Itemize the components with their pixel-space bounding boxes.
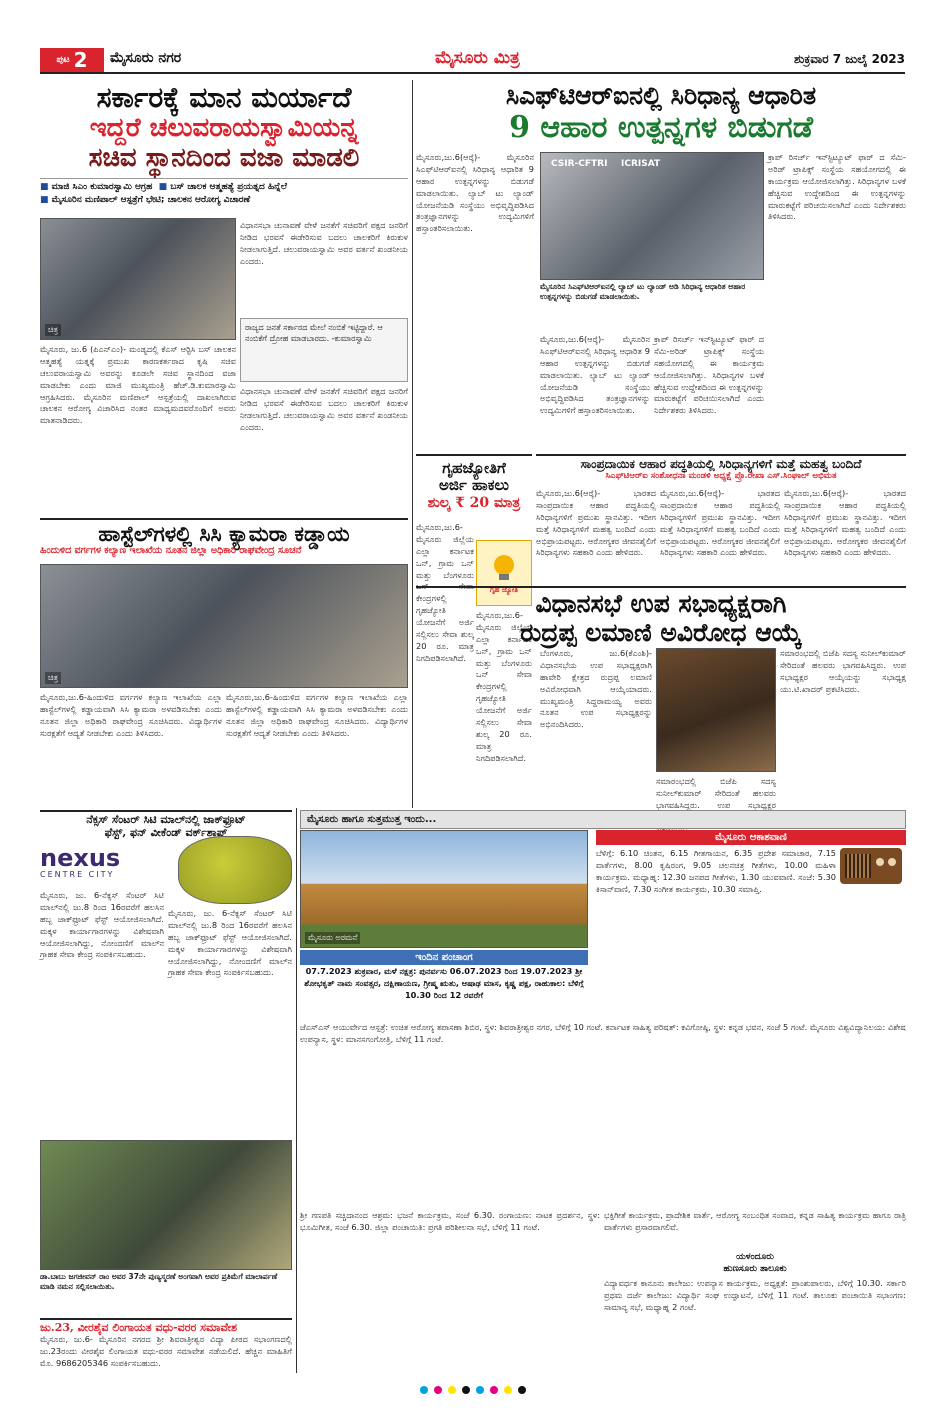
- page-label: ಪುಟ: [56, 55, 70, 65]
- headline: ಜು.23, ವೀರಶೈವ ಲಿಂಗಾಯತ ವಧು-ವರರ ಸಮಾವೇಶ: [40, 1321, 238, 1334]
- taluk-title-1: ಯಳಂದೂರು: [736, 1252, 774, 1262]
- headline-line2: ರುದ್ರಪ್ಪ ಲಮಾಣಿ ಅವಿರೋಧ ಆಯ್ಕೆ: [520, 617, 802, 647]
- story-deputy-speaker: [416, 586, 906, 648]
- story2-body-mid2: ಕ್ರಾಪ್ ರಿಸರ್ಚ್ ಇನ್‍ಸ್ಟಿಟ್ಯೂಟ್ ಫಾರ್ ದ ಸೆಮಿ-ಅರಿಡ್ ಟ್ರಾಪಿಕ್ಸ್ ಸಂಸ್ಥೆಯ ಸಹಯೋಗದಲ್ಲಿ ಈ ಕಾರ್ಯಕ್ರಮ ಆಯೋಜಿಸಲಾಗಿತ್ತು. ಸಿರಿಧಾನ್ಯಗಳ ಬಳಕೆ ಹೆಚ್ಚಿಸುವ ಉದ್ದೇಶದಿಂದ ಈ ಉತ್ಪನ್ನಗಳನ್ನು ಮಾರುಕಟ್ಟೆಗೆ ಪರಿಚಯಿಸಲಾಗಿದೆ ಎಂದು ನಿರ್ದೇಶಕರು ತಿಳಿಸಿದರು.: [654, 334, 764, 416]
- story6-body-mid: ಸಮಾರಂಭದಲ್ಲಿ ಬಿಜೆಪಿ ಸದಸ್ಯ ಸುನೀಲ್‍ಕುಮಾರ್ ಸೇರಿದಂತೆ ಹಲವರು ಭಾಗವಹಿಸಿದ್ದರು. ಉಪ ಸಭಾಧ್ಯಕ್ಷರ: [656, 776, 776, 810]
- story-hostel-cctv: [40, 518, 408, 557]
- logo-label: ಗೃಹ ಜ್ಯೋತಿ: [489, 585, 519, 594]
- story-gruhajyothi: [416, 454, 532, 511]
- banner-icrisat: ICRISAT: [621, 159, 661, 169]
- taluk-text: ವಿದ್ಯಾವರ್ಧಕ ಕಾನೂನು ಕಾಲೇಜು: ಉಪನ್ಯಾಸ ಕಾರ್ಯಕ್ರಮ, ಅಧ್ಯಕ್ಷತೆ: ಪ್ರಾಂಶುಪಾಲರು, ಬೆಳಿಗ್ಗೆ 10.30. ಸರ್ಕಾರಿ ಪ್ರಥಮ ದರ್ಜೆ ಕಾಲೇಜು: ವಿದ್ಯಾರ್ಥಿ ಸಂಘ ಉದ್ಘಾಟನೆ, ಬೆಳಿಗ್ಗೆ 11 ಗಂಟೆ. ತಾಲೂಕು ಪಂಚಾಯಿತಿ ಸಭಾಂಗಣ: ಸಾಮಾನ್ಯ ಸಭೆ, ಮಧ್ಯಾಹ್ನ 2 ಗಂಟೆ.: [604, 1278, 906, 1312]
- photo-label: ಚಿತ್ರ: [45, 672, 61, 684]
- story4-body: ಮೈಸೂರು,ಜು.6- ಮೈಸೂರು ಜಿಲ್ಲೆಯ ಎಲ್ಲಾ ಕರ್ನಾಟಕ ಒನ್, ಗ್ರಾಮ ಒನ್ ಮತ್ತು ಬೆಂಗಳೂರು ಒನ್ ಸೇವಾ ಕೇಂದ್ರಗಳಲ್ಲಿ ಗೃಹಜ್ಯೋತಿ ಯೋಜನೆಗೆ ಅರ್ಜಿ ಸಲ್ಲಿಸಲು ಸೇವಾ ಶುಲ್ಕ 20 ರೂ. ಮಾತ್ರ ನಿಗದಿಪಡಿಸಲಾಗಿದೆ.: [416, 522, 474, 663]
- bullet-row: ■ ಮಾಜಿ ಸಿಎಂ ಕುಮಾರಸ್ವಾಮಿ ಆಗ್ರಹ ■ ಬಸ್ ಚಾಲಕ ಆತ್ಮಹತ್ಯೆ ಪ್ರಯತ್ನದ ಹಿನ್ನೆಲೆ: [40, 181, 287, 192]
- story5-body: ಮೈಸೂರು,ಜು.6-ಹಿಂದುಳಿದ ವರ್ಗಗಳ ಕಲ್ಯಾಣ ಇಲಾಖೆಯ ಎಲ್ಲಾ ಹಾಸ್ಟೆಲ್‍ಗಳಲ್ಲಿ ಕಡ್ಡಾಯವಾಗಿ ಸಿಸಿ ಕ್ಯಾಮರಾ ಅಳವಡಿಸಬೇಕು ಎಂದು ನೂತನ ಜಿಲ್ಲಾ ಅಧಿಕಾರಿ ರಾಘವೇಂದ್ರ ಸೂಚಿಸಿದರು. ವಿದ್ಯಾರ್ಥಿಗಳ ಸುರಕ್ಷತೆಗೆ ಆದ್ಯತೆ ನೀಡಬೇಕು ಎಂದು ತಿಳಿಸಿದರು.: [40, 692, 222, 738]
- logo-name: nexus: [40, 844, 121, 872]
- today-bar-title: ಮೈಸೂರು ಹಾಗೂ ಸುತ್ತಮುತ್ತ ಇಂದು...: [307, 814, 437, 825]
- radio-schedule-2: ಭಕ್ತಿಗೀತೆ ಕಾರ್ಯಕ್ರಮ, ಪ್ರಾದೇಶಿಕ ವಾರ್ತೆ, ಆರೋಗ್ಯ ಸಂಬಂಧಿತ ಸಂವಾದ, ಕನ್ನಡ ಸಾಹಿತ್ಯ ಕಾರ್ಯಕ್ರಮ ಹಾಗೂ ರಾತ್ರಿ ವಾರ್ತೆಗಳು ಪ್ರಸಾರವಾಗಲಿವೆ.: [604, 1210, 906, 1232]
- section-name: ಮೈಸೂರು ನಗರ: [110, 50, 182, 66]
- photo-deputy-speaker: [656, 648, 776, 772]
- panchanga-title: ಇಂದಿನ ಪಂಚಾಂಗ: [300, 950, 588, 965]
- story2-body-mid1: ಮೈಸೂರು,ಜು.6(ಆರ್‍ಕೆ)- ಮೈಸೂರಿನ ಸಿಎಫ್‍ಟಿಆರ್‍ಐನಲ್ಲಿ ಸಿರಿಧಾನ್ಯ ಆಧಾರಿತ 9 ಆಹಾರ ಉತ್ಪನ್ನಗಳನ್ನು ಬಿಡುಗಡೆ ಮಾಡಲಾಯಿತು. ಲ್ಯಾಬ್ ಟು ಲ್ಯಾಂಡ್ ಯೋಜನೆಯಡಿ ಸಂಸ್ಥೆಯು ಅಭಿವೃದ್ಧಿಪಡಿಸಿದ ತಂತ್ರಜ್ಞಾನಗಳನ್ನು ಉದ್ಯಮಿಗಳಿಗೆ ಹಸ್ತಾಂತರಿಸಲಾಯಿತು.: [540, 334, 650, 416]
- story7-body-cont: ಮೈಸೂರು, ಜು. 6-ನೆಕ್ಸಸ್ ಸೆಂಟರ್ ಸಿಟಿ ಮಾಲ್‍ನಲ್ಲಿ ಜು.8 ರಿಂದ 16ರವರೆಗೆ ಹಲಸಿನ ಹಬ್ಬ ಜಾಕ್‍ಫ್ರೂಟ್ ಫೆಸ್ಟ್ ಆಯೋಜಿಸಲಾಗಿದೆ. ಮಕ್ಕಳ ಕಾರ್ಯಾಗಾರಗಳನ್ನು ವಿಶೇಷವಾಗಿ ಆಯೋಜಿಸಲಾಗಿದ್ದು, ನೋಂದಣಿಗೆ ಮಾಲ್‍ನ ಗ್ರಾಹಕ ಸೇವಾ ಕೇಂದ್ರ ಸಂಪರ್ಕಿಸಬಹುದು.: [168, 908, 292, 978]
- headline: ಹಾಸ್ಟೆಲ್‍ಗಳಲ್ಲಿ ಸಿಸಿ ಕ್ಯಾಮರಾ ಕಡ್ಡಾಯ: [98, 521, 350, 546]
- story2-body-left: ಮೈಸೂರು,ಜು.6(ಆರ್‍ಕೆ)- ಮೈಸೂರಿನ ಸಿಎಫ್‍ಟಿಆರ್‍ಐನಲ್ಲಿ ಸಿರಿಧಾನ್ಯ ಆಧಾರಿತ 9 ಆಹಾರ ಉತ್ಪನ್ನಗಳನ್ನು ಬಿಡುಗಡೆ ಮಾಡಲಾಯಿತು. ಲ್ಯಾಬ್ ಟು ಲ್ಯಾಂಡ್ ಯೋಜನೆಯಡಿ ಸಂಸ್ಥೆಯು ಅಭಿವೃದ್ಧಿಪಡಿಸಿದ ತಂತ್ರಜ್ಞಾನಗಳನ್ನು ಉದ್ಯಮಿಗಳಿಗೆ ಹಸ್ತಾಂತರಿಸಲಾಯಿತು.: [416, 152, 534, 234]
- photo-cftri-launch: [540, 152, 764, 280]
- issue-date: ಶುಕ್ರವಾರ 7 ಜುಲೈ 2023: [793, 52, 905, 66]
- panchanga-text: 07.7.2023 ಶುಕ್ರವಾರ, ಮಳೆ ನಕ್ಷತ್ರ: ಪುನರ್ವಸು 06.07.2023 ರಿಂದ 19.07.2023 ಶ್ರೀ ಶೋಭಕೃತ್ ನಾಮ ಸಂವತ್ಸರ, ದಕ್ಷಿಣಾಯಣ, ಗ್ರೀಷ್ಮ ಋತು, ಆಷಾಢ ಮಾಸ, ಕೃಷ್ಣ ಪಕ್ಷ, ರಾಹುಕಾಲ: ಬೆಳಿಗ್ಗೆ 10.30 ರಿಂದ 12 ರವರೆಗೆ: [304, 966, 584, 1000]
- story3-body-3: ಮೈಸೂರು,ಜು.6(ಆರ್‍ಕೆ)- ಭಾರತದ ಸಾಂಪ್ರದಾಯಿಕ ಆಹಾರ ಪದ್ಧತಿಯಲ್ಲಿ ಸಿರಿಧಾನ್ಯಗಳಿಗೆ ಪ್ರಮುಖ ಸ್ಥಾನವಿತ್ತು. ಇದೀಗ ಮತ್ತೆ ಸಿರಿಧಾನ್ಯಗಳಿಗೆ ಮಹತ್ವ ಬಂದಿದೆ ಎಂದು ಅಭಿಪ್ರಾಯಪಟ್ಟರು. ಆರೋಗ್ಯಕರ ಜೀವನಶೈಲಿಗೆ ಸಿರಿಧಾನ್ಯಗಳು ಸಹಕಾರಿ ಎಂದು ಹೇಳಿದರು.: [784, 488, 906, 558]
- bullet-3: ಹಿನ್ನೆಲೆ: [267, 181, 287, 192]
- headline-line1: ಸಿಎಫ್‍ಟಿಆರ್‍ಐನಲ್ಲಿ ಸಿರಿಧಾನ್ಯ ಆಧಾರಿತ: [505, 81, 817, 110]
- page-number: 2: [73, 48, 88, 72]
- story-vadhu-vara: [40, 1318, 292, 1335]
- radio-title: ಮೈಸೂರು ಆಕಾಶವಾಣಿ: [596, 830, 906, 845]
- registration-marks: [420, 1386, 526, 1394]
- today-bar: [300, 810, 906, 829]
- story6-body: ಬೆಂಗಳೂರು, ಜು.6(ಕೆಎಂಶಿ)- ವಿಧಾನಸಭೆಯ ಉಪ ಸಭಾಧ್ಯಕ್ಷರಾಗಿ ಹಾವೇರಿ ಕ್ಷೇತ್ರದ ರುದ್ರಪ್ಪ ಲಮಾಣಿ ಅವಿರೋಧವಾಗಿ ಆಯ್ಕೆಯಾದರು. ಮುಖ್ಯಮಂತ್ರಿ ಸಿದ್ದರಾಮಯ್ಯ ಅವರು ನೂತನ ಉಪ ಸಭಾಧ್ಯಕ್ಷರನ್ನು ಅಭಿನಂದಿಸಿದರು.: [540, 648, 652, 730]
- photo-tribute: [40, 1140, 292, 1270]
- bullet-1: ಮಾಜಿ ಸಿಎಂ ಕುಮಾರಸ್ವಾಮಿ ಆಗ್ರಹ: [51, 181, 153, 192]
- headline-line2: ಫೆಸ್ಟ್, ಫನ್ ವೀಕೆಂಡ್ ವರ್ಕ್‍ಶಾಪ್: [104, 825, 228, 839]
- photo-kumaraswamy-press: [40, 218, 236, 340]
- bullet-2: ಬಸ್ ಚಾಲಕ ಆತ್ಮಹತ್ಯೆ ಪ್ರಯತ್ನದ: [170, 181, 265, 192]
- photo-label: ಚಿತ್ರ: [45, 324, 61, 336]
- headline-line1: ವಿಧಾನಸಭೆ ಉಪ ಸಭಾಧ್ಯಕ್ಷರಾಗಿ: [535, 589, 787, 618]
- story-nexus-jackfruit: [40, 810, 292, 839]
- subhead: ಹಿಂದುಳಿದ ವರ್ಗಗಳ ಕಲ್ಯಾಣ ಇಲಾಖೆಯ ನೂತನ ಜಿಲ್ಲಾ ಅಧಿಕಾರಿ ರಾಘವೇಂದ್ರ ಸೂಚನೆ: [40, 545, 302, 557]
- taluk-title-2: ಹುಣಸೂರು ತಾಲೂಕು: [723, 1264, 787, 1274]
- bullet-4: ಮೈಸೂರಿನ ಮಣಿಪಾಲ್ ಆಸ್ಪತ್ರೆಗೆ ಭೇಟಿ; ಚಾಲಕನ ಆರೋಗ್ಯ ವಿಚಾರಣೆ: [51, 194, 251, 205]
- pull-quote: ರಾಜ್ಯದ ಜನತೆ ಸರ್ಕಾರದ ಮೇಲೆ ನಂಬಿಕೆ ಇಟ್ಟಿದ್ದಾರೆ. ಆ ನಂಬಿಕೆಗೆ ದ್ರೋಹ ಮಾಡಬಾರದು. -ಕುಮಾರಸ್ವಾಮಿ: [240, 318, 408, 382]
- story3-body-2: ಮೈಸೂರು,ಜು.6(ಆರ್‍ಕೆ)- ಭಾರತದ ಸಾಂಪ್ರದಾಯಿಕ ಆಹಾರ ಪದ್ಧತಿಯಲ್ಲಿ ಸಿರಿಧಾನ್ಯಗಳಿಗೆ ಪ್ರಮುಖ ಸ್ಥಾನವಿತ್ತು. ಇದೀಗ ಮತ್ತೆ ಸಿರಿಧಾನ್ಯಗಳಿಗೆ ಮಹತ್ವ ಬಂದಿದೆ ಎಂದು ಅಭಿಪ್ರಾಯಪಟ್ಟರು. ಆರೋಗ್ಯಕರ ಜೀವನಶೈಲಿಗೆ ಸಿರಿಧಾನ್ಯಗಳು ಸಹಕಾರಿ ಎಂದು ಹೇಳಿದರು.: [660, 488, 780, 558]
- headline-line3: ಶುಲ್ಕ ₹ 20 ಮಾತ್ರ: [427, 494, 521, 511]
- page-number-badge: [40, 48, 104, 72]
- story1-body-cont: ವಿಧಾನಸಭಾ ಚುನಾವಣೆ ವೇಳೆ ಜನತೆಗೆ ಸಚಿವರಿಗೆ ಪಕ್ಷದ ಜನರಿಗೆ ನೀಡಿದ ಭರವಸೆ ಈಡೇರಿಸುವ ಬದಲು ಚಾಲಕರಿಗೆ ಕಿರುಕುಳ ನೀಡಲಾಗುತ್ತಿದೆ. ಚಲುವರಾಯಸ್ವಾಮಿ ಅವರ ವರ್ತನೆ ಖಂಡನೀಯ ಎಂದರು.: [240, 386, 408, 432]
- radio-icon: [840, 848, 902, 884]
- headline-line2: 9 ಆಹಾರ ಉತ್ಪನ್ನಗಳ ಬಿಡುಗಡೆ: [509, 109, 813, 145]
- story5-body-cont: ಮೈಸೂರು,ಜು.6-ಹಿಂದುಳಿದ ವರ್ಗಗಳ ಕಲ್ಯಾಣ ಇಲಾಖೆಯ ಎಲ್ಲಾ ಹಾಸ್ಟೆಲ್‍ಗಳಲ್ಲಿ ಕಡ್ಡಾಯವಾಗಿ ಸಿಸಿ ಕ್ಯಾಮರಾ ಅಳವಡಿಸಬೇಕು ಎಂದು ನೂತನ ಜಿಲ್ಲಾ ಅಧಿಕಾರಿ ರಾಘವೇಂದ್ರ ಸೂಚಿಸಿದರು. ವಿದ್ಯಾರ್ಥಿಗಳ ಸುರಕ್ಷತೆಗೆ ಆದ್ಯತೆ ನೀಡಬೇಕು ಎಂದು ತಿಳಿಸಿದರು.: [226, 692, 408, 738]
- headline-line2: ಇದ್ದರೆ ಚಲುವರಾಯಸ್ವಾಮಿಯನ್ನ: [89, 113, 359, 144]
- story6-body-right: ಸಮಾರಂಭದಲ್ಲಿ ಬಿಜೆಪಿ ಸದಸ್ಯ ಸುನೀಲ್‍ಕುಮಾರ್ ಸೇರಿದಂತೆ ಹಲವರು ಭಾಗವಹಿಸಿದ್ದರು. ಉಪ ಸಭಾಧ್ಯಕ್ಷರ ಆಯ್ಕೆಯನ್ನು ಸಭಾಧ್ಯಕ್ಷ ಯು.ಟಿ.ಖಾದರ್ ಪ್ರಕಟಿಸಿದರು.: [780, 648, 906, 694]
- photo-caption: ಮೈಸೂರಿನ ಸಿಎಫ್‍ಟಿಆರ್‍ಐನಲ್ಲಿ ಲ್ಯಾಬ್ ಟು ಲ್ಯಾಂಡ್ ಅಡಿ ಸಿರಿಧಾನ್ಯ ಆಧಾರಿತ ಆಹಾರ ಉತ್ಪನ್ನಗಳನ್ನು ಬಿಡುಗಡೆ ಮಾಡಲಾಯಿತು.: [540, 282, 746, 302]
- palace-label: ಮೈಸೂರು ಅರಮನೆ: [305, 932, 360, 944]
- headline-line2: ಅರ್ಜಿ ಹಾಕಲು: [439, 476, 509, 495]
- story4-body-cont: ಮೈಸೂರು,ಜು.6- ಮೈಸೂರು ಜಿಲ್ಲೆಯ ಎಲ್ಲಾ ಕರ್ನಾಟಕ ಒನ್, ಗ್ರಾಮ ಒನ್ ಮತ್ತು ಬೆಂಗಳೂರು ಒನ್ ಸೇವಾ ಕೇಂದ್ರಗಳಲ್ಲಿ ಗೃಹಜ್ಯೋತಿ ಯೋಜನೆಗೆ ಅರ್ಜಿ ಸಲ್ಲಿಸಲು ಸೇವಾ ಶುಲ್ಕ 20 ರೂ. ಮಾತ್ರ ನಿಗದಿಪಡಿಸಲಾಗಿದೆ.: [476, 610, 532, 763]
- story8-body: ಮೈಸೂರು, ಜು.6- ಮೈಸೂರಿನ ನಗರದ ಶ್ರೀ ಶಿವರಾತ್ರೀಶ್ವರ ವಿದ್ಯಾ ಪೀಠದ ಸಭಾಂಗಣದಲ್ಲಿ ಜು.23ರಂದು ವೀರಶೈವ ಲಿಂಗಾಯತ ವಧು-ವರರ ಸಮಾವೇಶ ನಡೆಯಲಿದೆ. ಹೆಚ್ಚಿನ ಮಾಹಿತಿಗೆ ಮೊ. 9686205346 ಸಂಪರ್ಕಿಸಬಹುದು.: [40, 1334, 292, 1368]
- headline: ಸಾಂಪ್ರದಾಯಿಕ ಆಹಾರ ಪದ್ಧತಿಯಲ್ಲಿ ಸಿರಿಧಾನ್ಯಗಳಿಗೆ ಮತ್ತೆ ಮಹತ್ವ ಬಂದಿದೆ: [580, 457, 862, 471]
- column-divider: [296, 808, 297, 1373]
- photo-hostel-officers: [40, 564, 408, 688]
- story1-body: ಮೈಸೂರು, ಜು.6 (ಪಿಎನ್‍ಎಂ)- ಮಂಡ್ಯದಲ್ಲಿ ಕೆಎಸ್ ಆರ್‍ಟಿಸಿ ಬಸ್ ಚಾಲಕನ ಆತ್ಮಹತ್ಯೆ ಯತ್ನಕ್ಕೆ ಪ್ರಮುಖ ಕಾರಣಕರ್ತರಾದ ಕೃಷಿ ಸಚಿವ ಚಲುವರಾಯಸ್ವಾಮಿ ಅವರನ್ನು ಕೂಡಲೇ ಸಚಿವ ಸ್ಥಾನದಿಂದ ವಜಾ ಮಾಡಬೇಕು ಎಂದು ಮಾಜಿ ಮುಖ್ಯಮಂತ್ರಿ ಹೆಚ್.ಡಿ.ಕುಮಾರಸ್ವಾಮಿ ಆಗ್ರಹಿಸಿದರು. ಮೈಸೂರಿನ ಮಣಿಪಾಲ್ ಆಸ್ಪತ್ರೆಯಲ್ಲಿ ದಾಖಲಾಗಿರುವ ಚಾಲಕನ ಆರೋಗ್ಯ ವಿಚಾರಿಸಿದ ನಂತರ ಮಾಧ್ಯಮದವರೊಂದಿಗೆ ಅವರು ಮಾತನಾಡಿದರು.: [40, 344, 236, 426]
- palace-image: [300, 830, 588, 948]
- subhead: ಸಿಎಫ್‍ಟಿಆರ್‍ಐ ಸಂಶೋಧನಾ ಮಂಡಳಿ ಅಧ್ಯಕ್ಷೆ ಪ್ರೊ.ರೇಖಾ ಎಸ್.ಸಿಂಘಾಲ್ ಅಭಿಮತ: [605, 470, 837, 481]
- paper-name: ಮೈಸೂರು ಮಿತ್ರ: [435, 48, 520, 68]
- story1-body-right: ವಿಧಾನಸಭಾ ಚುನಾವಣೆ ವೇಳೆ ಜನತೆಗೆ ಸಚಿವರಿಗೆ ಪಕ್ಷದ ಜನರಿಗೆ ನೀಡಿದ ಭರವಸೆ ಈಡೇರಿಸುವ ಬದಲು ಚಾಲಕರಿಗೆ ಕಿರುಕುಳ ನೀಡಲಾಗುತ್ತಿದೆ. ಚಲುವರಾಯಸ್ವಾಮಿ ಅವರ ವರ್ತನೆ ಖಂಡನೀಯ ಎಂದರು.: [240, 220, 408, 266]
- nexus-logo: [40, 846, 170, 886]
- headline-line1: ನೆಕ್ಸಸ್ ಸೆಂಟರ್ ಸಿಟಿ ಮಾಲ್‍ನಲ್ಲಿ ಜಾಕ್‍ಫ್ರೂಟ್: [86, 813, 246, 826]
- story7-body: ಮೈಸೂರು, ಜು. 6-ನೆಕ್ಸಸ್ ಸೆಂಟರ್ ಸಿಟಿ ಮಾಲ್‍ನಲ್ಲಿ ಜು.8 ರಿಂದ 16ರವರೆಗೆ ಹಲಸಿನ ಹಬ್ಬ ಜಾಕ್‍ಫ್ರೂಟ್ ಫೆಸ್ಟ್ ಆಯೋಜಿಸಲಾಗಿದೆ. ಮಕ್ಕಳ ಕಾರ್ಯಾಗಾರಗಳನ್ನು ವಿಶೇಷವಾಗಿ ಆಯೋಜಿಸಲಾಗಿದ್ದು, ನೋಂದಣಿಗೆ ಮಾಲ್‍ನ ಗ್ರಾಹಕ ಸೇವಾ ಕೇಂದ್ರ ಸಂಪರ್ಕಿಸಬಹುದು.: [40, 890, 164, 960]
- headline-line1: ಸರ್ಕಾರಕ್ಕೆ ಮಾನ ಮರ್ಯಾದೆ: [96, 81, 352, 114]
- today-events: ಜೆಎಸ್‍ಎಸ್ ಆಯುರ್ವೇದ ಆಸ್ಪತ್ರೆ: ಉಚಿತ ಆರೋಗ್ಯ ತಪಾಸಣಾ ಶಿಬಿರ, ಸ್ಥಳ: ಶಿವರಾತ್ರೀಶ್ವರ ನಗರ, ಬೆಳಿಗ್ಗೆ 10 ಗಂಟೆ. ಕರ್ನಾಟಕ ಸಾಹಿತ್ಯ ಪರಿಷತ್: ಕವಿಗೋಷ್ಠಿ, ಸ್ಥಳ: ಕನ್ನಡ ಭವನ, ಸಂಜೆ 5 ಗಂಟೆ. ಮೈಸೂರು ವಿಶ್ವವಿದ್ಯಾನಿಲಯ: ವಿಶೇಷ ಉಪನ್ಯಾಸ, ಸ್ಥಳ: ಮಾನಸಗಂಗೋತ್ರಿ, ಬೆಳಿಗ್ಗೆ 11 ಗಂಟೆ.: [300, 1022, 906, 1044]
- story-cftri: [416, 82, 906, 145]
- photo-caption: ಡಾ.ಬಾಬು ಜಗಜೀವನ್ ರಾಂ ಅವರ 37ನೇ ಪುಣ್ಯಸ್ಮರಣೆ ಅಂಗವಾಗಿ ಅವರ ಪ್ರತಿಮೆಗೆ ಮಾಲಾರ್ಪಣೆ ಮಾಡಿ ನಮನ ಸಲ್ಲಿಸಲಾಯಿತು.: [40, 1272, 278, 1292]
- masthead: [40, 46, 905, 74]
- column-divider: [412, 80, 413, 808]
- banner-cftri: CSIR-CFTRI: [551, 159, 608, 169]
- today-events-2: ಶ್ರೀ ಗಣಪತಿ ಸಚ್ಚಿದಾನಂದ ಆಶ್ರಮ: ಭಜನೆ ಕಾರ್ಯಕ್ರಮ, ಸಂಜೆ 6.30. ರಂಗಾಯಣ: ನಾಟಕ ಪ್ರದರ್ಶನ, ಸ್ಥಳ: ಭೂಮಿಗೀತ, ಸಂಜೆ 6.30. ಜಿಲ್ಲಾ ಪಂಚಾಯಿತಿ: ಪ್ರಗತಿ ಪರಿಶೀಲನಾ ಸಭೆ, ಬೆಳಿಗ್ಗೆ 11 ಗಂಟೆ.: [300, 1210, 600, 1232]
- story-kumaraswamy: [40, 82, 408, 206]
- jackfruit-image: [178, 836, 292, 904]
- headline-line1: ಗೃಹಜ್ಯೋತಿಗೆ: [442, 459, 506, 477]
- story-millets-tradition: [536, 454, 906, 482]
- radio-schedule: ಬೆಳಿಗ್ಗೆ: 6.10 ಚಿಂತನ, 6.15 ಗೀತಗಾಯನ, 6.35 ಪ್ರದೇಶ ಸಮಾಚಾರ, 7.15 ವಾರ್ತೆಗಳು, 8.00 ಕೃಷಿರಂಗ, 9.05 ಚಲನಚಿತ್ರ ಗೀತೆಗಳು, 10.00 ಮಹಿಳಾ ಕಾರ್ಯಕ್ರಮ. ಮಧ್ಯಾಹ್ನ: 12.30 ಜನಪದ ಗೀತೆಗಳು, 1.30 ಯುವವಾಣಿ. ಸಂಜೆ: 5.30 ಕಿಸಾನ್‍ವಾಣಿ, 7.30 ಸಂಗೀತ ಕಾರ್ಯಕ್ರಮ, 10.30 ಸಮಾಪ್ತಿ.: [596, 848, 836, 894]
- logo-sub: CENTRE CITY: [40, 870, 115, 879]
- bullet-row: ■ ಮೈಸೂರಿನ ಮಣಿಪಾಲ್ ಆಸ್ಪತ್ರೆಗೆ ಭೇಟಿ; ಚಾಲಕನ ಆರೋಗ್ಯ ವಿಚಾರಣೆ: [40, 194, 251, 205]
- story3-body-1: ಮೈಸೂರು,ಜು.6(ಆರ್‍ಕೆ)- ಭಾರತದ ಸಾಂಪ್ರದಾಯಿಕ ಆಹಾರ ಪದ್ಧತಿಯಲ್ಲಿ ಸಿರಿಧಾನ್ಯಗಳಿಗೆ ಪ್ರಮುಖ ಸ್ಥಾನವಿತ್ತು. ಇದೀಗ ಮತ್ತೆ ಸಿರಿಧಾನ್ಯಗಳಿಗೆ ಮಹತ್ವ ಬಂದಿದೆ ಎಂದು ಅಭಿಪ್ರಾಯಪಟ್ಟರು. ಆರೋಗ್ಯಕರ ಜೀವನಶೈಲಿಗೆ ಸಿರಿಧಾನ್ಯಗಳು ಸಹಕಾರಿ ಎಂದು ಹೇಳಿದರು.: [536, 488, 656, 558]
- print-margin-top: [0, 0, 945, 40]
- story2-body-right: ಕ್ರಾಪ್ ರಿಸರ್ಚ್ ಇನ್‍ಸ್ಟಿಟ್ಯೂಟ್ ಫಾರ್ ದ ಸೆಮಿ-ಅರಿಡ್ ಟ್ರಾಪಿಕ್ಸ್ ಸಂಸ್ಥೆಯ ಸಹಯೋಗದಲ್ಲಿ ಈ ಕಾರ್ಯಕ್ರಮ ಆಯೋಜಿಸಲಾಗಿತ್ತು. ಸಿರಿಧಾನ್ಯಗಳ ಬಳಕೆ ಹೆಚ್ಚಿಸುವ ಉದ್ದೇಶದಿಂದ ಈ ಉತ್ಪನ್ನಗಳನ್ನು ಮಾರುಕಟ್ಟೆಗೆ ಪರಿಚಯಿಸಲಾಗಿದೆ ಎಂದು ನಿರ್ದೇಶಕರು ತಿಳಿಸಿದರು.: [768, 152, 906, 222]
- headline-line3: ಸಚಿವ ಸ್ಥಾನದಿಂದ ವಜಾ ಮಾಡಲಿ: [88, 143, 360, 174]
